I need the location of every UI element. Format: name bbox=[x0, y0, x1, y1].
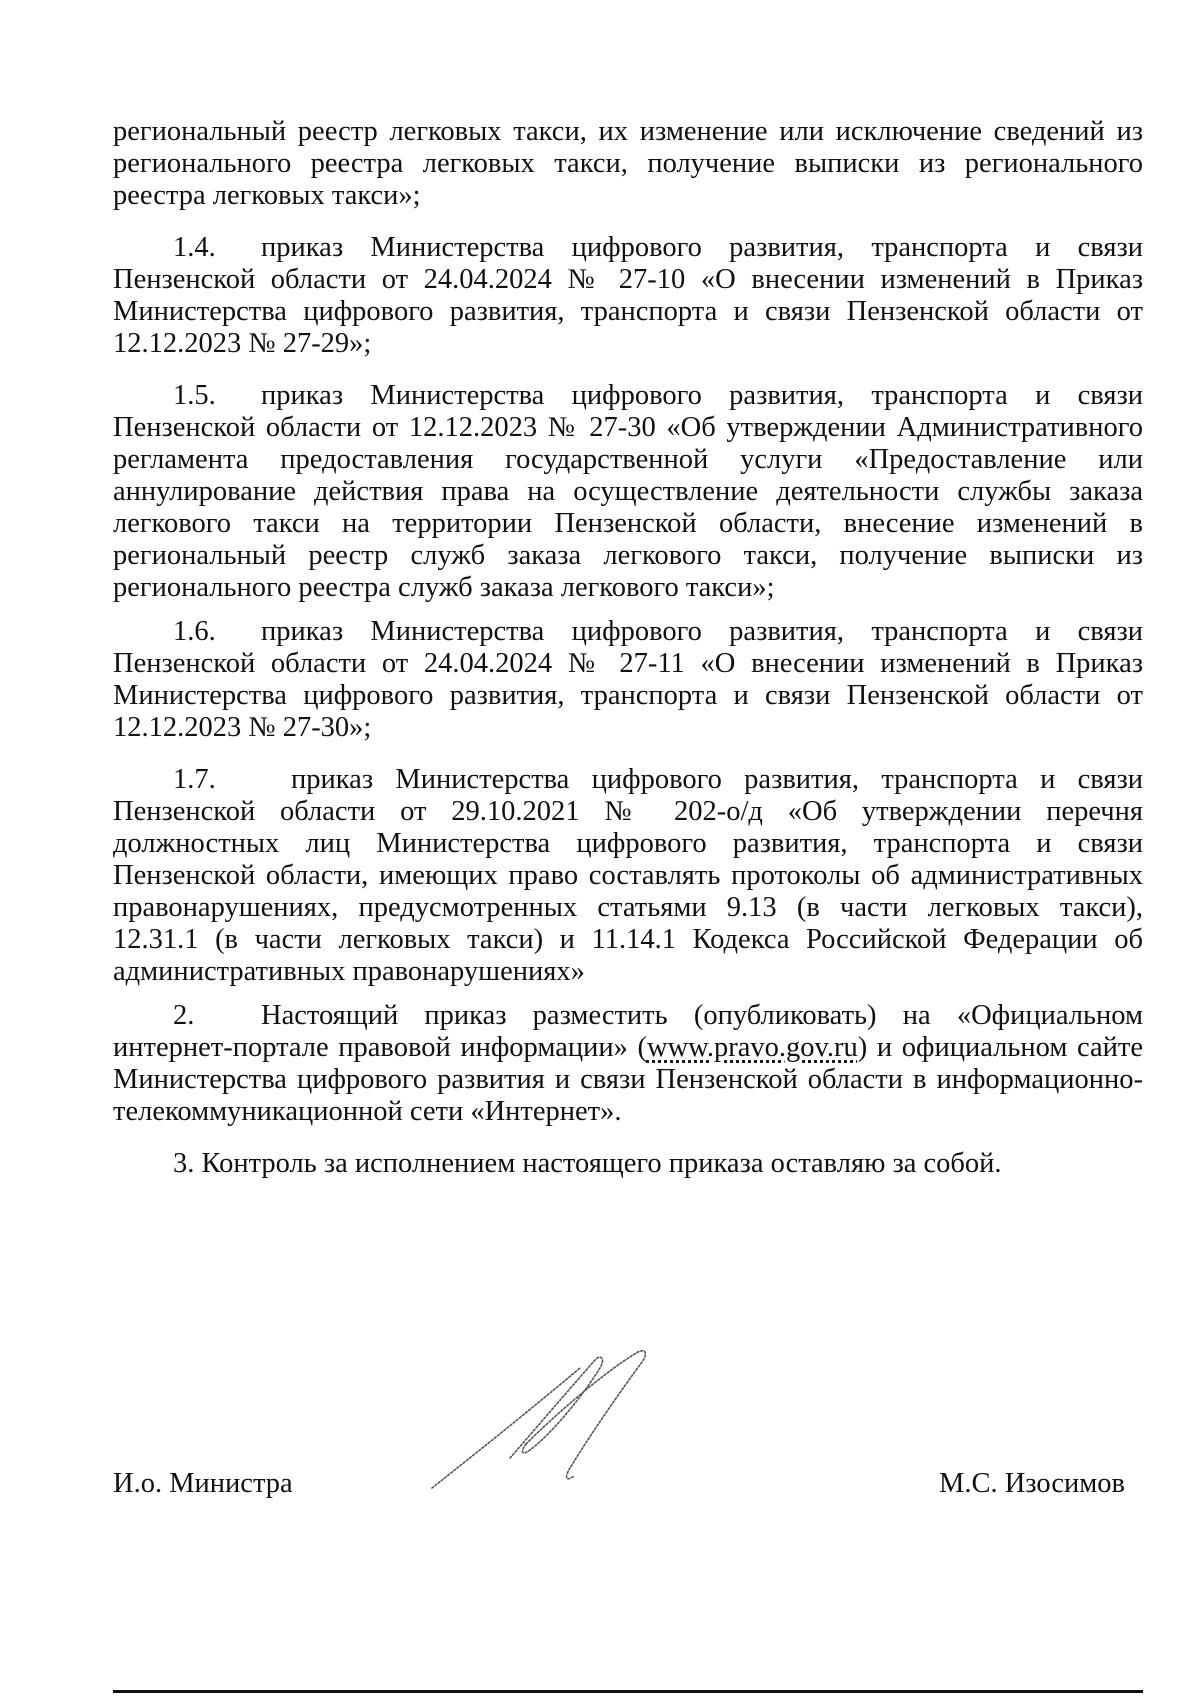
item-number: 1.7. bbox=[173, 764, 216, 795]
paragraph-text: Настоящий приказ разместить (опубликовать) на «Официальном интернет-портале правовой информации» ( bbox=[113, 1000, 1143, 1063]
handwritten-signature bbox=[420, 1340, 720, 1510]
pravo-link[interactable]: www.pravo.gov.ru bbox=[646, 1032, 858, 1063]
paragraph-text: 3. Контроль за исполнением настоящего приказа оставляю за собой. bbox=[173, 1148, 1002, 1179]
paragraph-1-5 bbox=[113, 380, 1143, 604]
paragraph-text: приказ Министерства цифрового развития, транспорта и связи Пензенской области от 24.04.2024 № 27-11 «О внесении изменений в Приказ Министерства цифрового развития, транспорта и связи Пензенской области от 12.12.2023 № 27-30»; bbox=[113, 616, 1143, 743]
paragraph-text: ) и официальном сайте Министерства цифрового развития и связи Пензенской области в информационно-телекоммуникационной сети «Интернет». bbox=[113, 1032, 1143, 1127]
paragraph-text: приказ Министерства цифрового развития, транспорта и связи Пензенской области от 24.04.2024 № 27-10 «О внесении изменений в Приказ Министерства цифрового развития, транспорта и связи Пензенской области от 12.12.2023 № 27-29»; bbox=[113, 232, 1143, 359]
paragraph-1-4 bbox=[113, 232, 1143, 360]
paragraph-continuation bbox=[113, 116, 1143, 212]
paragraph-1-6 bbox=[113, 616, 1143, 744]
item-number: 1.5. bbox=[173, 380, 216, 411]
paragraph-2 bbox=[113, 1000, 1143, 1128]
paragraph-text: приказ Министерства цифрового развития, транспорта и связи Пензенской области от 29.10.2021 № 202-о/д «Об утверждении перечня должностных лиц Министерства цифрового развития, транспорта и связи Пензенской области, имеющих право составлять протоколы об административных правонарушениях, предусмотренных статьями 9.13 (в части легковых такси), 12.31.1 (в части легковых такси) и 11.14.1 Кодекса Российской Федерации об административных правонарушениях» bbox=[113, 764, 1143, 987]
item-number: 2. bbox=[173, 1000, 195, 1031]
signatory-position: И.о. Министра bbox=[113, 1468, 293, 1499]
paragraph-3 bbox=[113, 1148, 1143, 1180]
item-number: 1.4. bbox=[173, 232, 216, 263]
paragraph-1-7 bbox=[113, 764, 1143, 988]
item-number: 1.6. bbox=[173, 616, 216, 647]
paragraph-text: приказ Министерства цифрового развития, транспорта и связи Пензенской области от 12.12.2023 № 27-30 «Об утверждении Административного регламента предоставления государственной услуги «Предоставление или аннулирование действия права на осуществление деятельности службы заказа легкового такси на территории Пензенской области, внесение изменений в региональный реестр служб заказа легкового такси, получение выписки из регионального реестра служб заказа легкового такси»; bbox=[113, 380, 1143, 603]
signatory-name: М.С. Изосимов bbox=[938, 1468, 1125, 1499]
footer-divider bbox=[113, 1690, 1143, 1693]
paragraph-text: региональный реестр легковых такси, их изменение или исключение сведений из регионального реестра легковых такси, получение выписки из регионального реестра легковых такси»; bbox=[113, 116, 1143, 211]
